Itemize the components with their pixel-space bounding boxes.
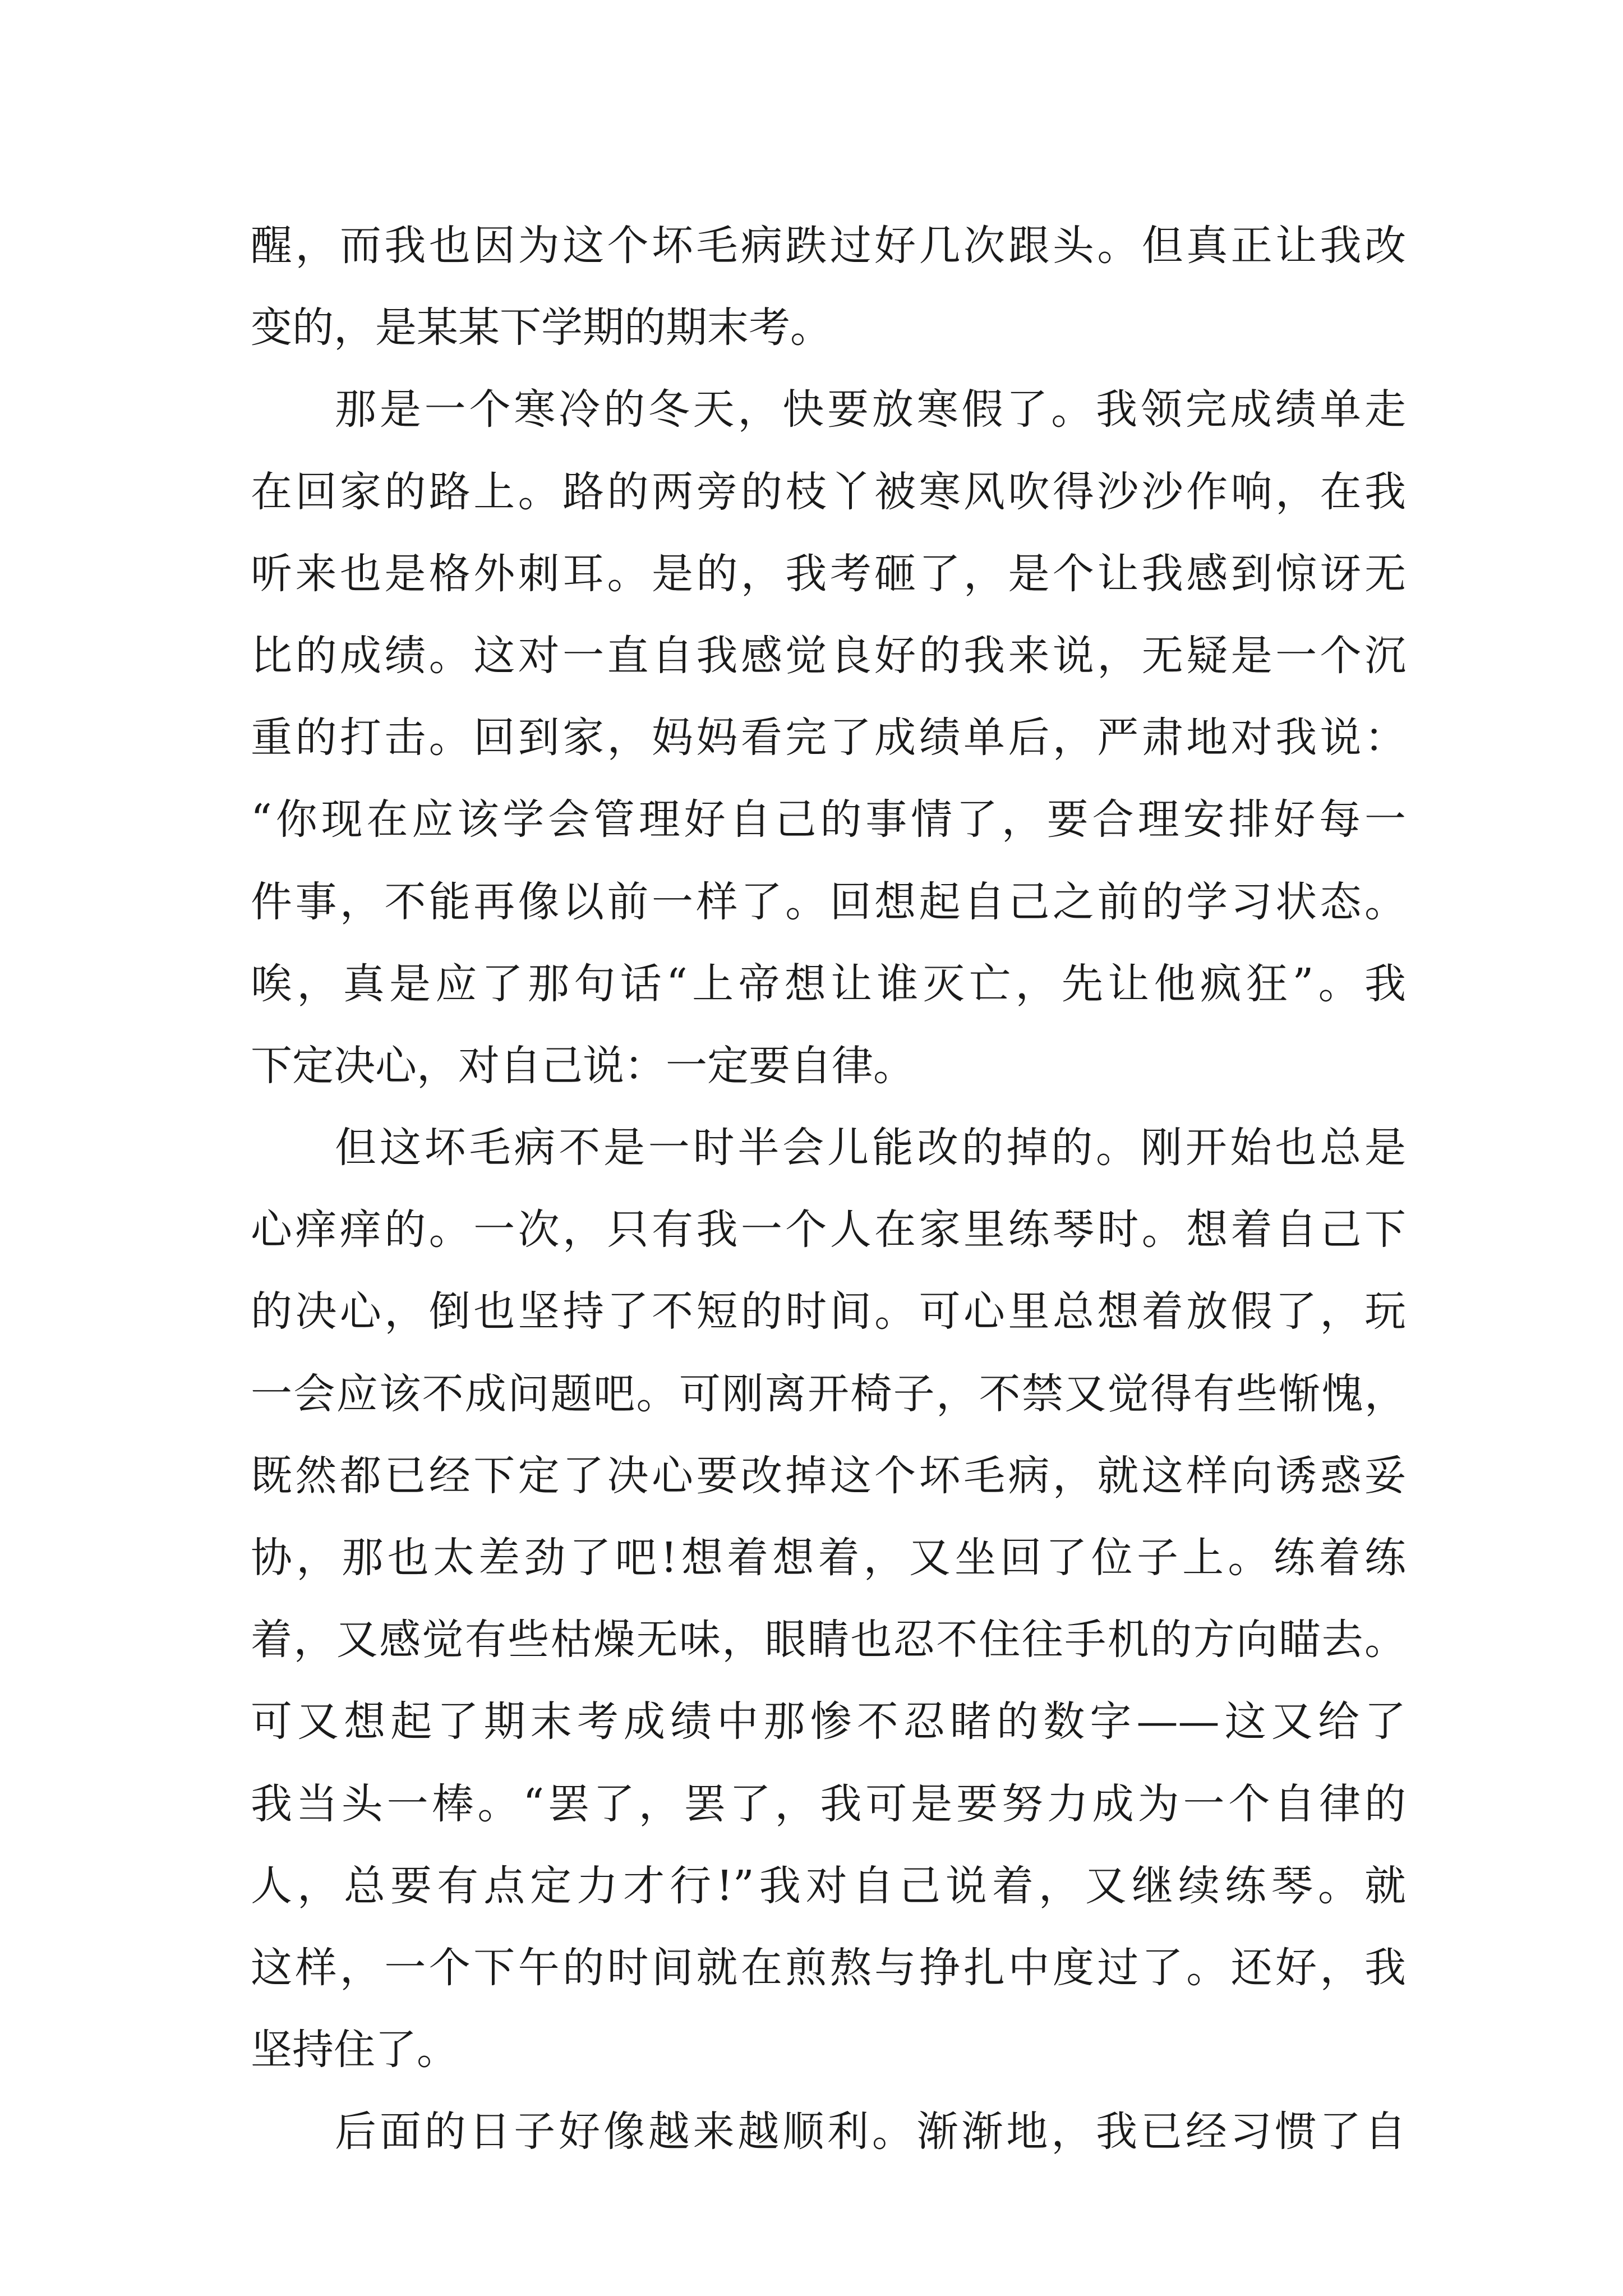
text-line: 但这坏毛病不是一时半会儿能改的掉的。刚开始也总是	[335, 1124, 1406, 1172]
text-line: 听来也是格外刺耳。是的，我考砸了，是个让我感到惊讶无	[251, 549, 1406, 598]
document-body	[251, 205, 1406, 2173]
text-line: 坚持住了。	[251, 2026, 458, 2074]
text-line: 心痒痒的。一次，只有我一个人在家里练琴时。想着自己下	[251, 1205, 1406, 1254]
text-line: 那是一个寒冷的冬天，快要放寒假了。我领完成绩单走	[335, 385, 1406, 434]
paragraph	[251, 205, 1406, 369]
text-line: 着，又感觉有些枯燥无味，眼睛也忍不住往手机的方向瞄去。	[251, 1616, 1406, 1664]
paragraph	[251, 1107, 1406, 2091]
text-line: “你现在应该学会管理好自己的事情了，要合理安排好每一	[251, 795, 1406, 844]
text-line: 一会应该不成问题吧。可刚离开椅子，不禁又觉得有些惭愧，	[251, 1369, 1406, 1418]
text-line: 唉，真是应了那句话“上帝想让谁灭亡，先让他疯狂”。我	[251, 959, 1406, 1008]
text-line: 下定决心，对自己说：一定要自律。	[251, 1041, 915, 1090]
text-line: 可又想起了期末考成绩中那惨不忍睹的数字——这又给了	[251, 1697, 1406, 1746]
text-line: 在回家的路上。路的两旁的枝丫被寒风吹得沙沙作响，在我	[251, 467, 1406, 516]
text-line: 变的，是某某下学期的期末考。	[251, 303, 832, 352]
text-line: 后面的日子好像越来越顺利。渐渐地，我已经习惯了自	[335, 2108, 1406, 2156]
text-line: 重的打击。回到家，妈妈看完了成绩单后，严肃地对我说：	[251, 714, 1406, 762]
text-line: 这样，一个下午的时间就在煎熬与挣扎中度过了。还好，我	[251, 1943, 1406, 1992]
paragraph	[251, 369, 1406, 1107]
text-line: 人，总要有点定力才行!”我对自己说着，又继续练琴。就	[251, 1861, 1406, 1910]
text-line: 既然都已经下定了决心要改掉这个坏毛病，就这样向诱惑妥	[251, 1451, 1406, 1500]
text-line: 比的成绩。这对一直自我感觉良好的我来说，无疑是一个沉	[251, 631, 1406, 680]
text-line: 醒，而我也因为这个坏毛病跌过好几次跟头。但真正让我改	[251, 222, 1406, 270]
paragraph	[251, 2091, 1406, 2173]
text-line: 的决心，倒也坚持了不短的时间。可心里总想着放假了，玩	[251, 1287, 1406, 1336]
text-line: 协，那也太差劲了吧!想着想着，又坐回了位子上。练着练	[251, 1534, 1406, 1582]
text-line: 我当头一棒。“罢了，罢了，我可是要努力成为一个自律的	[251, 1779, 1406, 1828]
text-line: 件事，不能再像以前一样了。回想起自己之前的学习状态。	[251, 877, 1406, 926]
